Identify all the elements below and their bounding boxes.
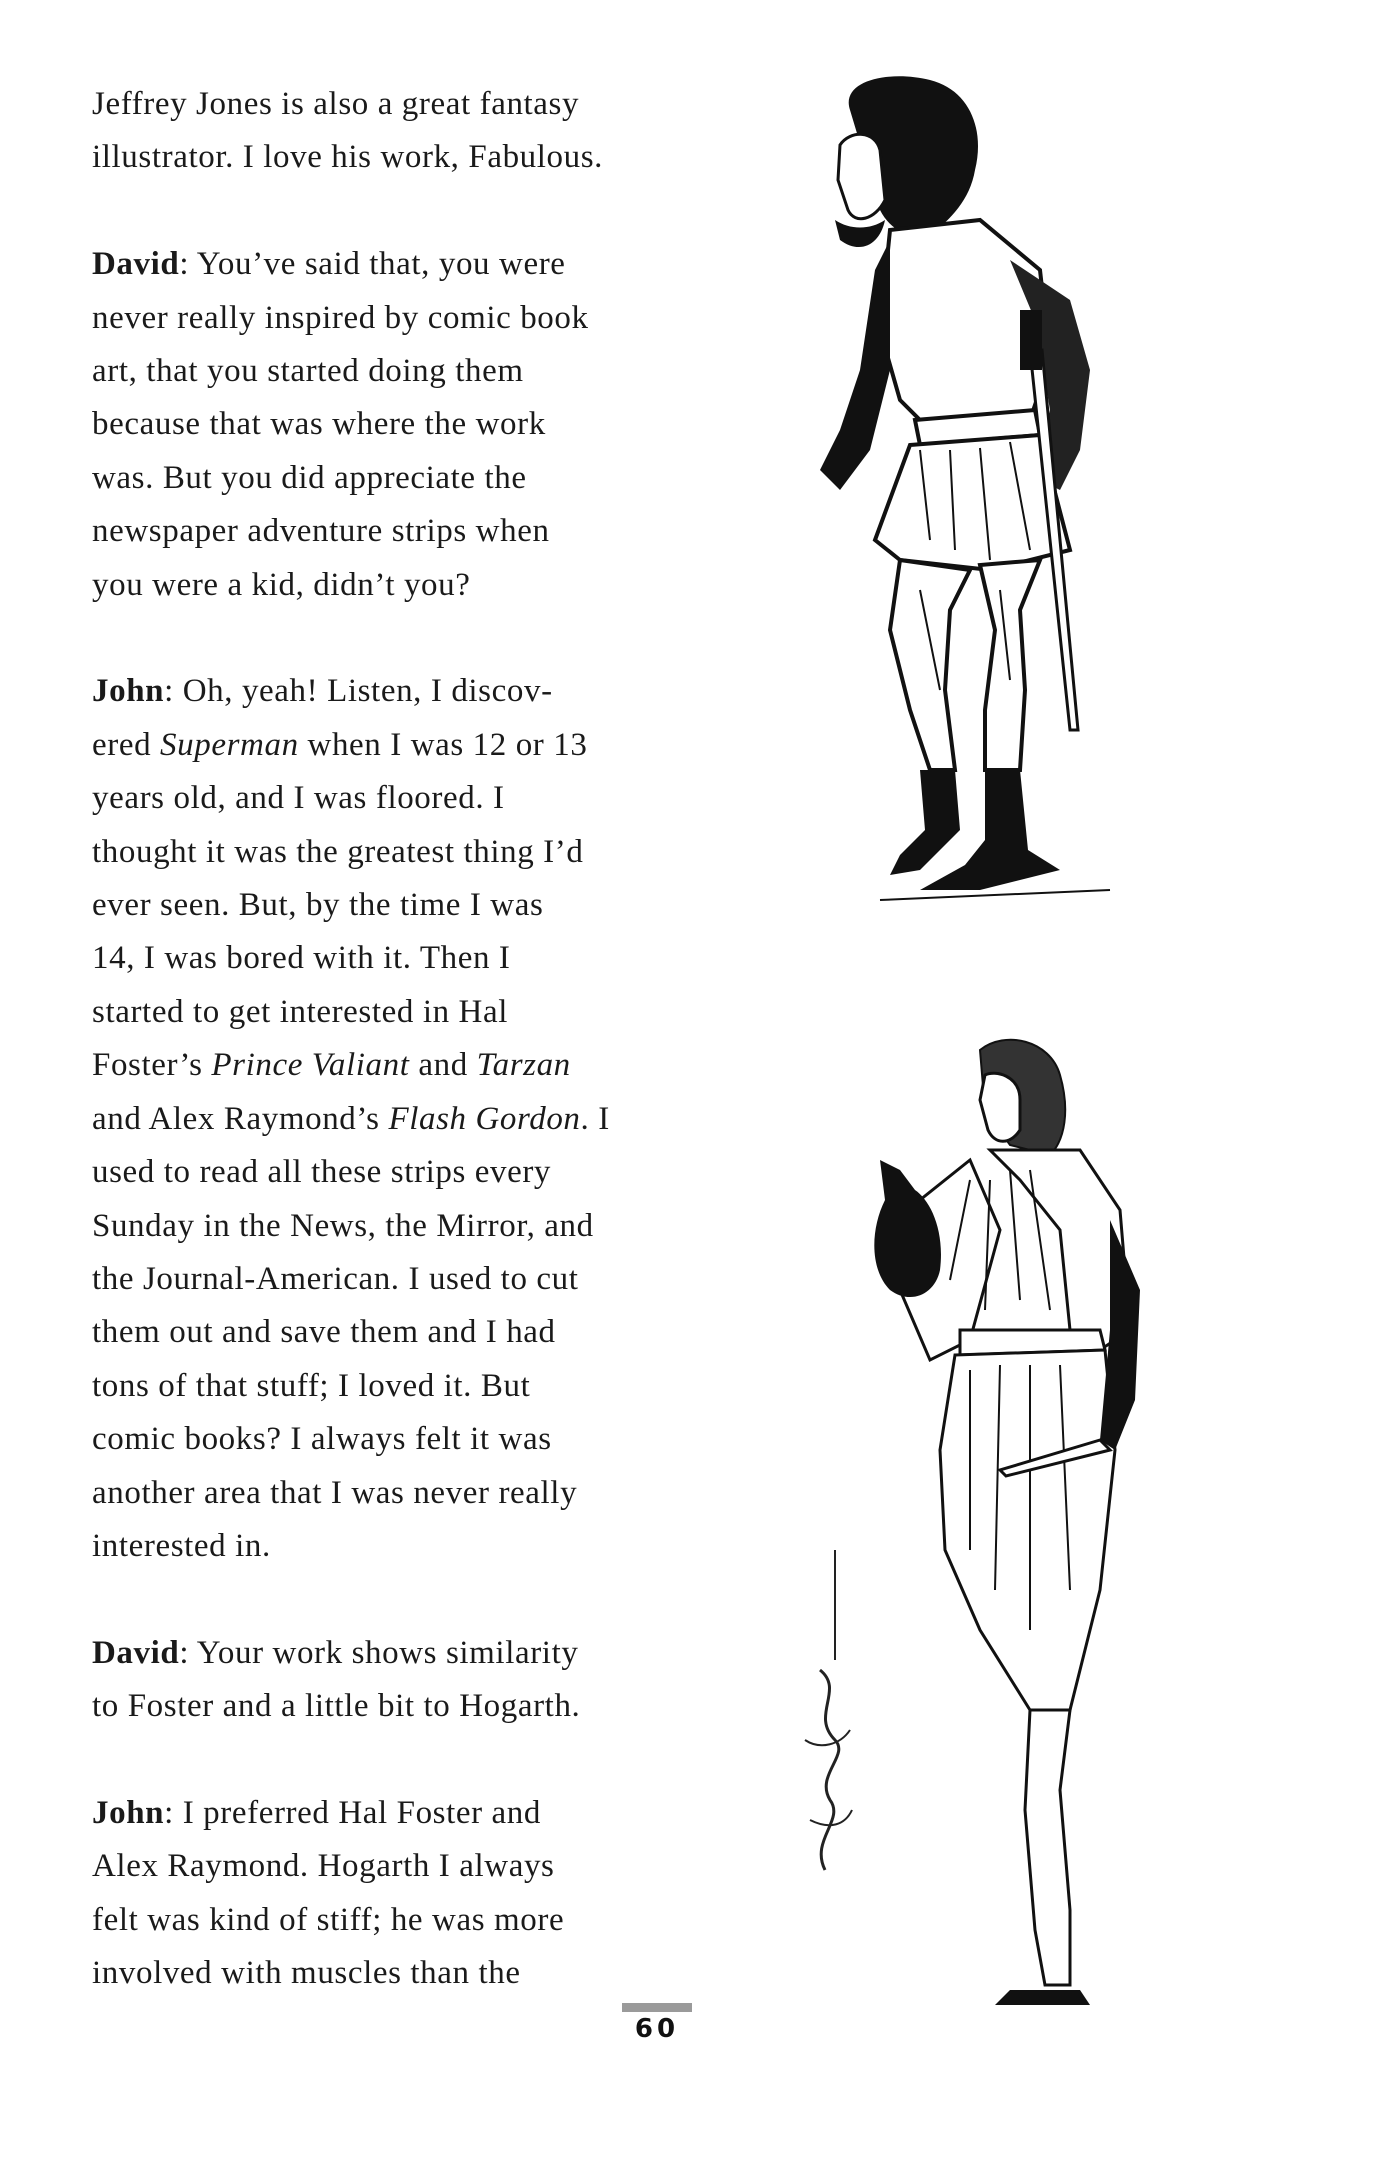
text-run: when I was 12 or 13 bbox=[298, 726, 588, 763]
italic-title: Tarzan bbox=[476, 1047, 571, 1084]
text-run: was. But you did appreciate the bbox=[92, 459, 527, 496]
text-run: ever seen. But, by the time I was bbox=[92, 887, 544, 924]
text-run: Foster’s bbox=[92, 1047, 212, 1084]
text-run: : Your work shows similarity bbox=[179, 1634, 579, 1671]
speaker-name: David bbox=[92, 246, 180, 283]
text-run: comic books? I always felt it was bbox=[92, 1421, 552, 1458]
italic-title: Flash Gordon bbox=[388, 1100, 581, 1137]
text-run: thought it was the greatest thing I’d bbox=[92, 833, 584, 870]
text-run: another area that I was never really bbox=[92, 1474, 578, 1511]
text-run: illustrator. I love his work, Fabulous. bbox=[92, 139, 604, 176]
text-run: years old, and I was floored. I bbox=[92, 780, 505, 817]
text-run: Jeffrey Jones is also a great fantasy bbox=[92, 86, 580, 122]
italic-title: Prince Valiant bbox=[211, 1047, 410, 1084]
paragraph bbox=[92, 238, 632, 612]
text-run: to Foster and a little bit to Hogarth. bbox=[92, 1688, 581, 1725]
text-run: used to read all these strips every bbox=[92, 1154, 552, 1191]
page-number-bar bbox=[622, 2003, 692, 2012]
speaker-name: David bbox=[92, 1634, 180, 1671]
page-number-text: 60 bbox=[634, 2014, 680, 2044]
text-run: started to get interested in Hal bbox=[92, 993, 508, 1030]
paragraph bbox=[92, 665, 632, 1573]
text-run: interested in. bbox=[92, 1527, 271, 1564]
paragraph bbox=[92, 1627, 632, 1734]
text-run: involved with muscles than the bbox=[92, 1955, 521, 1992]
text-run: and bbox=[409, 1047, 477, 1084]
paragraph-gap bbox=[92, 1734, 632, 1787]
paragraph bbox=[92, 1787, 632, 2001]
text-run: . I bbox=[580, 1100, 610, 1137]
text-run: Sunday in the News, the Mirror, and bbox=[92, 1207, 594, 1244]
text-run: felt was kind of stiff; he was more bbox=[92, 1901, 565, 1938]
paragraph-gap bbox=[92, 612, 632, 665]
text-run: : I preferred Hal Foster and bbox=[164, 1794, 542, 1831]
text-run: art, that you started doing them bbox=[92, 353, 524, 390]
text-run: tons of that stuff; I loved it. But bbox=[92, 1367, 531, 1404]
text-run: : Oh, yeah! Listen, I discov- bbox=[164, 673, 553, 710]
text-run: because that was where the work bbox=[92, 406, 546, 443]
italic-title: Superman bbox=[160, 726, 299, 763]
barbarian-warrior-illustration bbox=[780, 70, 1200, 1030]
text-run: them out and save them and I had bbox=[92, 1314, 556, 1351]
text-run: never really inspired by comic book bbox=[92, 299, 589, 336]
text-run: ered bbox=[92, 726, 161, 763]
text-run: you were a kid, didn’t you? bbox=[92, 566, 471, 603]
text-run: newspaper adventure strips when bbox=[92, 513, 550, 550]
text-run: : You’ve said that, you were bbox=[179, 246, 566, 283]
paragraph-gap bbox=[92, 1573, 632, 1626]
artist-signature bbox=[790, 1540, 870, 1890]
page-number bbox=[622, 2003, 692, 2043]
paragraph-gap bbox=[92, 185, 632, 238]
speaker-name: John bbox=[92, 673, 165, 710]
text-run: the Journal-American. I used to cut bbox=[92, 1260, 579, 1297]
text-run: and Alex Raymond’s bbox=[92, 1100, 389, 1137]
speaker-name: John bbox=[92, 1794, 165, 1831]
text-run: 14, I was bored with it. Then I bbox=[92, 940, 511, 977]
article-text bbox=[92, 78, 632, 2001]
text-run: Alex Raymond. Hogarth I always bbox=[92, 1848, 555, 1885]
paragraph bbox=[92, 78, 632, 185]
